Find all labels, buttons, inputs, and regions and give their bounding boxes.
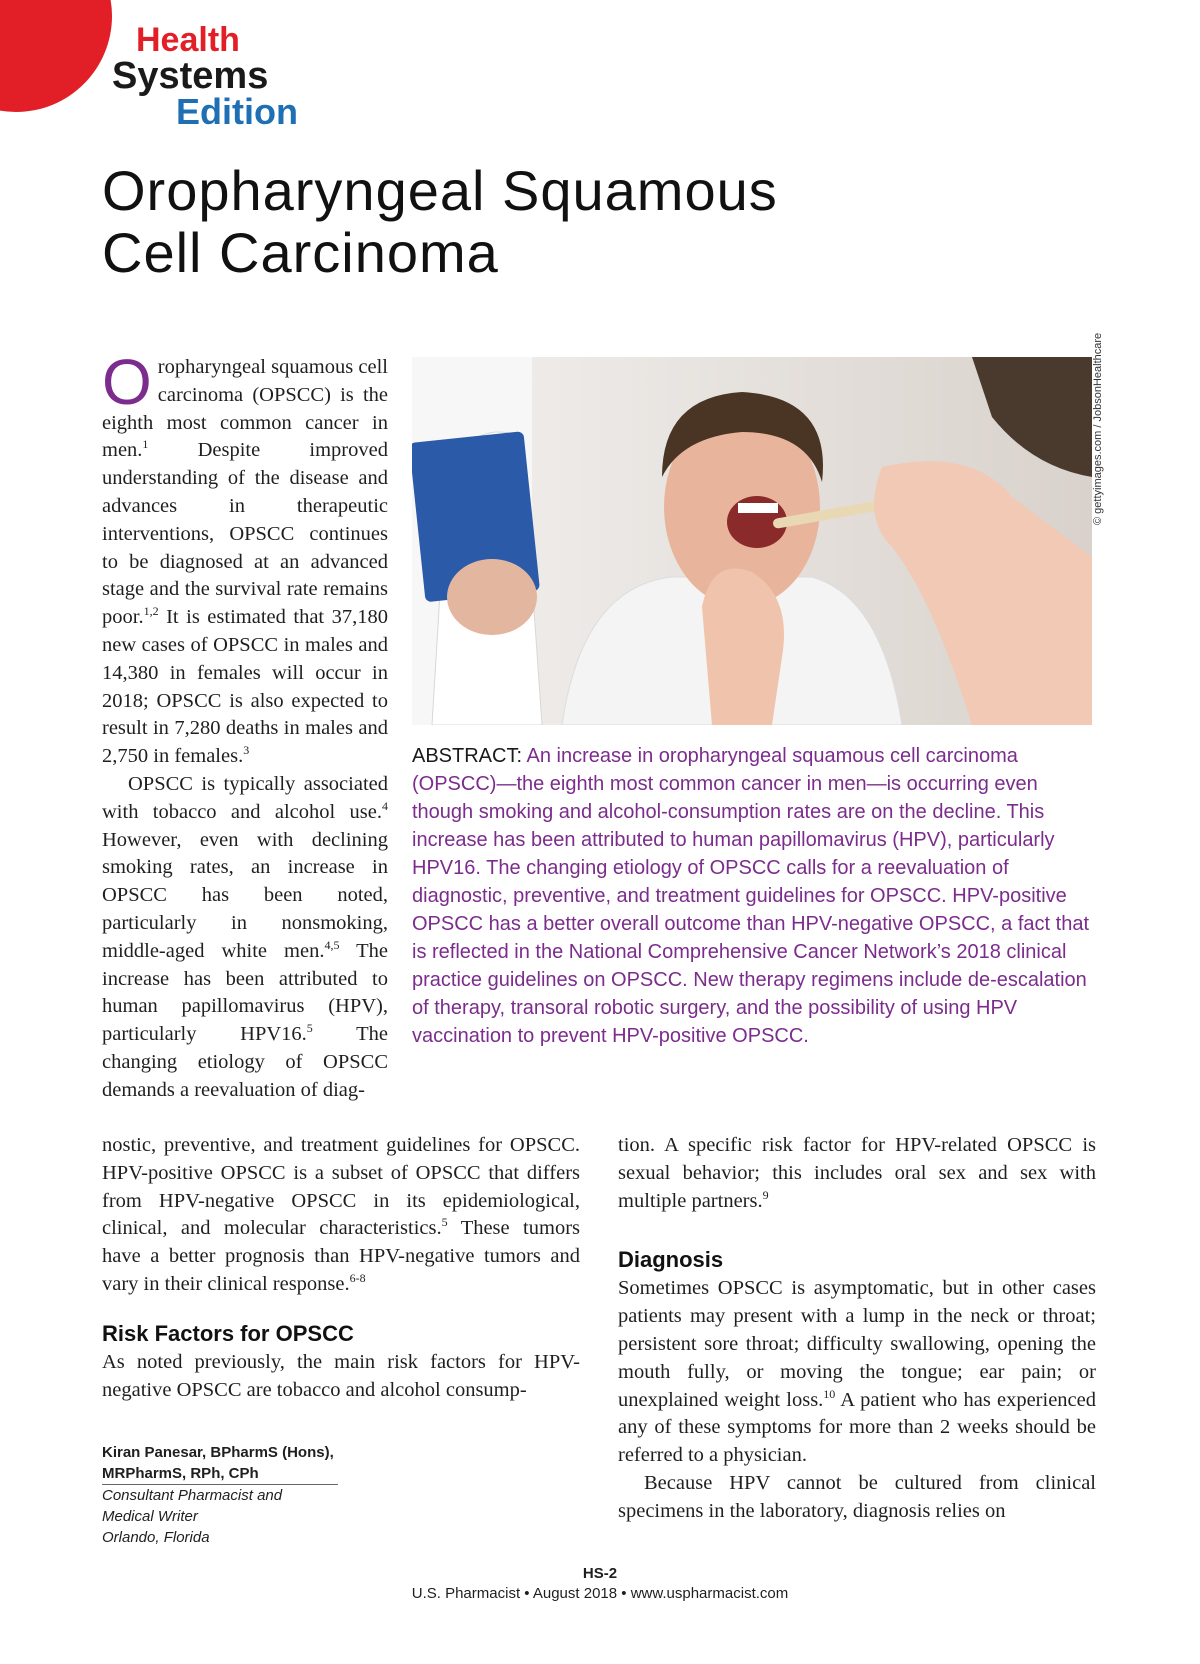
drop-cap: O (102, 346, 152, 418)
title-line-2: Cell Carcinoma (102, 221, 499, 284)
author-name-line-1: Kiran Panesar, BPharmS (Hons), (102, 1444, 334, 1461)
body-text: nostic, preventive, and treatment guidelines for OPSCC. HPV-positive OPSCC is a subset of OPSCC that differs from HPV-negative OPSCC in its epidemiological, clinical, and molecular characteristics. (102, 1134, 580, 1240)
citation: 1,2 (143, 604, 159, 619)
left-column (102, 1132, 580, 1404)
body-paragraph: As noted previously, the main risk factors for HPV-negative OPSCC are tobacco and alcohol consump- (102, 1350, 580, 1401)
intro-text: It is estimated that 37,180 new cases of OPSCC in males and 14,380 in females will occur in 2018; OPSCC is also expected to result in 7,280 deaths in males and 2,750 in females. (102, 606, 388, 768)
photo-illustration (412, 357, 1092, 725)
title-line-1: Oropharyngeal Squamous (102, 159, 778, 222)
intro-text: OPSCC is typically associated with tobacco and alcohol use. (102, 772, 388, 823)
intro-text: Despite improved understanding of the disease and advances in therapeutic interventions, OPSCC continues to be diagnosed at an advanced stage and the survival rate remains poor. (102, 439, 388, 629)
body-paragraph: Because HPV cannot be cultured from clinical specimens in the laboratory, diagnosis relies on (618, 1471, 1096, 1522)
masthead-red-circle (0, 0, 112, 112)
article-title (102, 160, 1002, 284)
body-text: Sometimes OPSCC is asymptomatic, but in other cases patients may present with a lump in the neck or throat; persistent sore throat; difficulty swallowing, opening the mouth fully, or moving the tongue; ear pain; or unexplained weight loss. (618, 1277, 1096, 1411)
page-footer (0, 1564, 1200, 1604)
citation: 6-8 (349, 1271, 366, 1286)
page-number: HS-2 (582, 1565, 618, 1582)
citation: 5 (306, 1021, 313, 1036)
photo-credit: © gettyimages.com / JobsonHealthcare (1092, 332, 1104, 525)
author-role-1: Consultant Pharmacist and (102, 1487, 283, 1504)
masthead-logo (112, 22, 298, 130)
body-paragraph (102, 1132, 580, 1299)
masthead-health: Health (136, 21, 240, 59)
author-location: Orlando, Florida (102, 1529, 210, 1546)
citation: 10 (823, 1386, 836, 1401)
intro-column (102, 346, 388, 1105)
citation: 5 (441, 1215, 448, 1230)
body-paragraph (618, 1132, 1096, 1215)
body-text: These tumors have a better prognosis than HPV-negative tumors and vary in their clinical response. (102, 1217, 581, 1295)
abstract-label: ABSTRACT: (412, 745, 523, 767)
heading-diagnosis: Diagnosis (618, 1247, 724, 1273)
intro-paragraph-1 (102, 346, 388, 771)
intro-text: The changing etiology of OPSCC demands a reevaluation of diag- (102, 1023, 388, 1101)
body-text: A patient who has experienced any of these symptoms for more than 2 weeks should be referred to a physician. (618, 1388, 1096, 1467)
masthead-systems: Systems (112, 55, 269, 97)
intro-text: However, even with declining smoking rates, an increase in OPSCC has been noted, particularly in nonsmoking, middle-aged white men. (102, 828, 388, 962)
citation: 1 (142, 437, 149, 452)
intro-paragraph-2 (102, 771, 388, 1105)
doctor-exam-photo (412, 357, 1092, 725)
author-name (102, 1442, 338, 1485)
body-text: tion. A specific risk factor for HPV-related OPSCC is sexual behavior; this includes oral sex and sex with multiple partners. (618, 1134, 1096, 1212)
right-column (618, 1132, 1096, 1526)
publication-info: U.S. Pharmacist • August 2018 • www.uspharmacist.com (411, 1585, 789, 1602)
masthead-edition: Edition (176, 91, 298, 132)
abstract (412, 742, 1092, 1050)
citation: 3 (243, 743, 250, 758)
citation: 4,5 (324, 937, 340, 952)
intro-text: The increase has been attributed to human papillomavirus (HPV), particularly HPV16. (102, 939, 388, 1046)
citation: 9 (762, 1187, 769, 1202)
author-role-2: Medical Writer (102, 1508, 198, 1525)
abstract-text: An increase in oropharyngeal squamous cell carcinoma (OPSCC)—the eighth most common cancer in men—is occurring even though smoking and alcohol-consumption rates are on the decline. This increase has been attributed to human papillomavirus (HPV), particularly HPV16. The changing etiology of OPSCC calls for a reevaluation of diagnostic, preventive, and treatment guidelines for OPSCC. HPV-positive OPSCC has a better overall outcome than HPV-negative OPSCC, a fact that is reflected in the National Comprehensive Cancer Network’s 2018 clinical practice guidelines on OPSCC. New therapy regimens include de-escalation of therapy, transoral robotic surgery, and the possibility of using HPV vaccination to prevent HPV-positive OPSCC. (412, 745, 1090, 1047)
author-block (102, 1442, 402, 1548)
heading-risk-factors: Risk Factors for OPSCC (102, 1320, 354, 1346)
intro-text: ropharyngeal squamous cell carcinoma (OPSCC) is the eighth most common cancer in men. (102, 356, 388, 462)
author-name-line-2: MRPharmS, RPh, CPh (102, 1465, 259, 1482)
body-paragraph (618, 1275, 1096, 1470)
citation: 4 (382, 798, 388, 813)
